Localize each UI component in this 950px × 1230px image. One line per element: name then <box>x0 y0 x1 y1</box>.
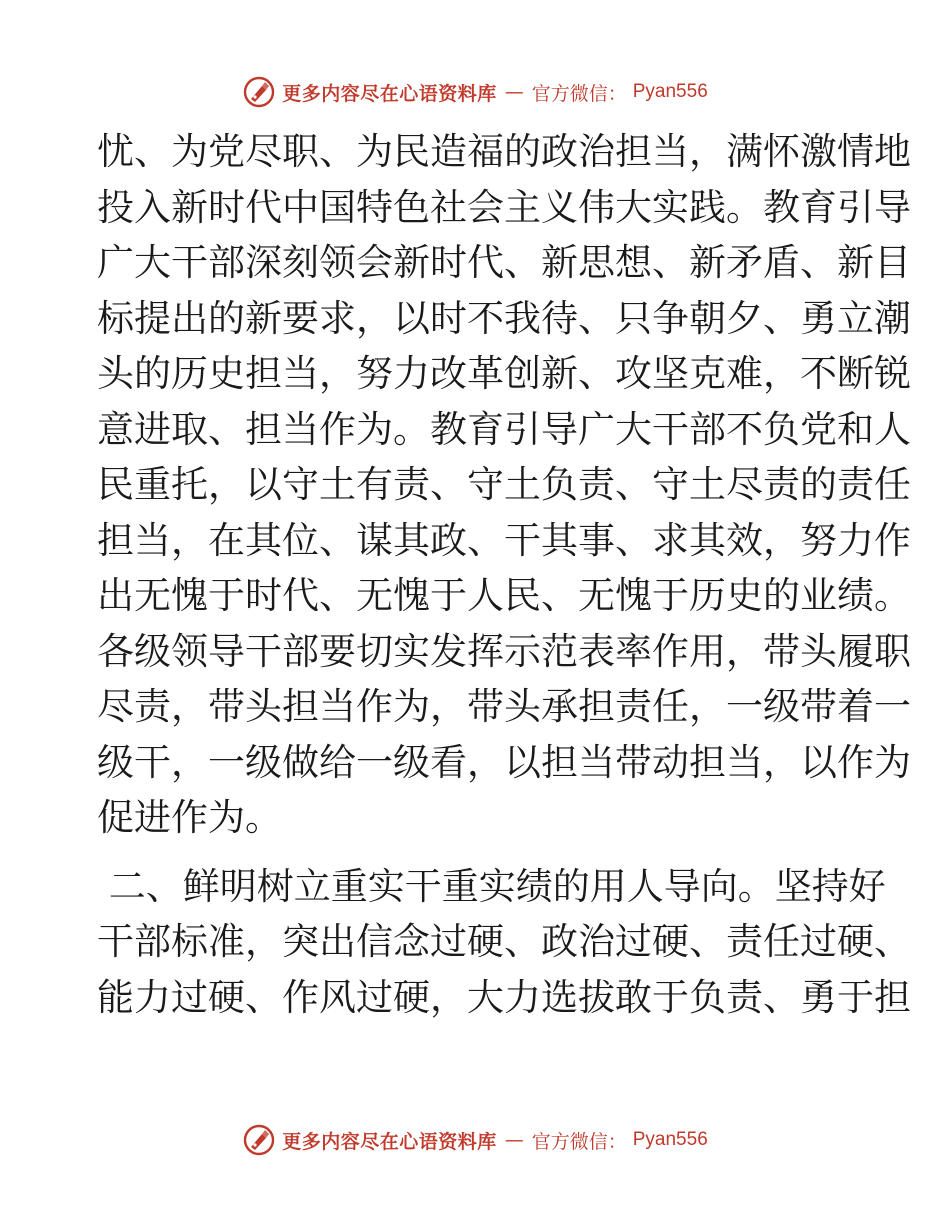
text-line: 头的历史担当，努力改革创新、攻坚克难，不断锐 <box>97 352 911 395</box>
watermark-site-text: 更多内容尽在心语资料库 <box>282 82 497 105</box>
text-line: 担当，在其位、谋其政、干其事、求其效，努力作 <box>97 518 911 562</box>
paragraph-1 <box>97 124 911 846</box>
footer-watermark <box>0 1120 950 1160</box>
watermark-wechat-id: Pyan556 <box>632 81 708 102</box>
text-line: 标提出的新要求，以时不我待、只争朝夕、勇立潮 <box>97 296 911 340</box>
text-line: 出无愧于时代、无愧于人民、无愧于历史的业绩。 <box>97 574 911 617</box>
text-line: 二、鲜明树立重实干重实绩的用人导向。坚持好 <box>97 864 886 908</box>
watermark-separator: — <box>504 1129 524 1151</box>
text-line: 忧、为党尽职、为民造福的政治担当，满怀激情地 <box>97 130 911 173</box>
paragraph-2 <box>97 859 911 1026</box>
header-watermark <box>0 72 950 112</box>
text-line: 级干，一级做给一级看，以担当带动担当，以作为 <box>97 740 911 784</box>
text-line: 能力过硬、作风过硬，大力选拔敢于负责、勇于担 <box>97 975 911 1019</box>
pen-nib-logo-icon <box>242 1123 276 1157</box>
pen-nib-logo-icon <box>242 75 276 109</box>
text-line: 干部标准，突出信念过硬、政治过硬、责任过硬、 <box>97 920 911 963</box>
document-body <box>97 124 911 1025</box>
text-line: 意进取、担当作为。教育引导广大干部不负党和人 <box>97 407 911 451</box>
watermark-wechat-label: 官方微信： <box>531 1130 627 1153</box>
watermark-wechat-label: 官方微信： <box>531 82 627 105</box>
text-line: 民重托，以守土有责、守土负责、守土尽责的责任 <box>97 463 911 506</box>
paragraph-gap <box>97 846 857 859</box>
text-line: 广大干部深刻领会新时代、新思想、新矛盾、新目 <box>97 241 911 284</box>
watermark-wechat-id: Pyan556 <box>632 1129 708 1150</box>
text-line: 尽责，带头担当作为，带头承担责任，一级带着一 <box>97 685 911 728</box>
text-line: 促进作为。 <box>97 796 282 839</box>
text-line: 各级领导干部要切实发挥示范表率作用，带头履职 <box>97 629 911 673</box>
watermark-site-text: 更多内容尽在心语资料库 <box>282 1130 497 1153</box>
text-line: 投入新时代中国特色社会主义伟大实践。教育引导 <box>97 185 911 229</box>
watermark-separator: — <box>504 81 524 103</box>
